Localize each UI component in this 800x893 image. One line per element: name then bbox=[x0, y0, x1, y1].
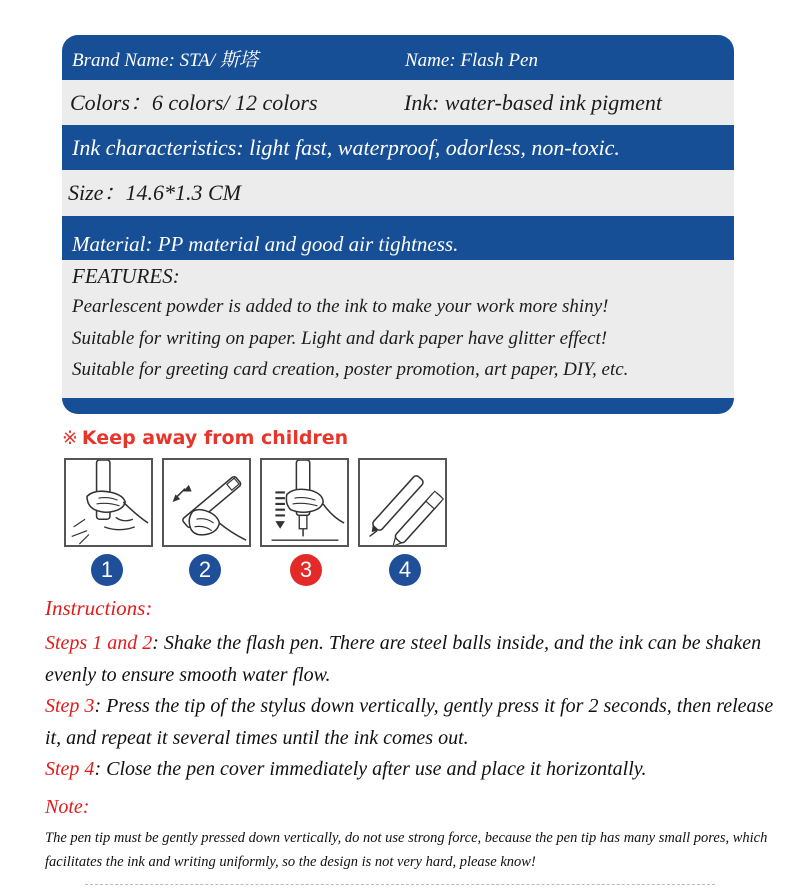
brand-name-text: Brand Name: STA/ 斯塔 bbox=[72, 50, 258, 71]
feature-line: Pearlescent powder is added to the ink to make your work more shiny! bbox=[72, 296, 609, 317]
product-spec-card bbox=[62, 35, 734, 414]
step-text: : Shake the flash pen. There are steel balls inside, and the ink can be shaken evenly to ensure smooth water flow. bbox=[45, 632, 762, 686]
step-text: : Press the tip of the stylus down vertically, gently press it for 2 seconds, then release it, and repeat it several times until the ink comes out. bbox=[45, 695, 774, 749]
feature-line: Suitable for greeting card creation, poster promotion, art paper, DIY, etc. bbox=[72, 359, 629, 380]
instruction-step-3 bbox=[45, 691, 780, 754]
step-badge-3: 3 bbox=[290, 554, 322, 586]
step-label: Steps 1 and 2 bbox=[45, 632, 153, 654]
child-warning-text: Keep away from children bbox=[81, 427, 349, 449]
reference-mark-icon: ※ bbox=[62, 427, 78, 449]
hand-shake-diagonal-icon bbox=[164, 460, 249, 545]
spec-row-colors-ink bbox=[62, 80, 734, 125]
material-text: Material: PP material and good air tightness. bbox=[72, 232, 459, 256]
instruction-step-4 bbox=[45, 754, 780, 786]
product-name-text: Name: Flash Pen bbox=[405, 50, 538, 71]
step-badge-2: 2 bbox=[189, 554, 221, 586]
pen-and-cap-icon bbox=[360, 460, 445, 545]
features-heading: FEATURES: bbox=[72, 264, 180, 288]
step-2-illustration bbox=[162, 458, 251, 547]
note-text: The pen tip must be gently pressed down vertically, do not use strong force, because the pen tip has many small pores, which facilitates the ink and writing uniformly, so the design is not very hard, please know! bbox=[45, 830, 768, 870]
spec-row-size bbox=[62, 170, 734, 216]
hand-shake-vertical-icon bbox=[66, 460, 151, 545]
step-label: Step 4 bbox=[45, 758, 95, 780]
features-section bbox=[62, 260, 734, 398]
step-3-illustration bbox=[260, 458, 349, 547]
spec-row-material bbox=[62, 216, 734, 260]
ink-characteristics-text: Ink characteristics: light fast, waterproof, odorless, non-toxic. bbox=[72, 135, 620, 160]
feature-line: Suitable for writing on paper. Light and dark paper have glitter effect! bbox=[72, 327, 608, 349]
press-tip-down-icon bbox=[262, 460, 347, 545]
step-text: : Close the pen cover immediately after use and place it horizontally. bbox=[94, 758, 647, 780]
step-4-illustration bbox=[358, 458, 447, 547]
step-1-illustration bbox=[64, 458, 153, 547]
colors-text: Colors：6 colors/ 12 colors bbox=[70, 90, 318, 115]
step-badge-4: 4 bbox=[389, 554, 421, 586]
spec-row-brand-name bbox=[62, 35, 734, 80]
instruction-step-1-2 bbox=[45, 628, 780, 691]
instructions-body bbox=[45, 628, 780, 786]
instructions-title: Instructions: bbox=[45, 596, 153, 620]
child-warning bbox=[62, 424, 348, 452]
ink-text: Ink: water-based ink pigment bbox=[404, 90, 662, 115]
size-text: Size：14.6*1.3 CM bbox=[68, 180, 241, 205]
spec-row-ink-characteristics bbox=[62, 125, 734, 170]
step-label: Step 3 bbox=[45, 695, 95, 717]
step-badge-1: 1 bbox=[91, 554, 123, 586]
dashed-divider bbox=[85, 884, 715, 885]
note-title: Note: bbox=[45, 796, 90, 818]
